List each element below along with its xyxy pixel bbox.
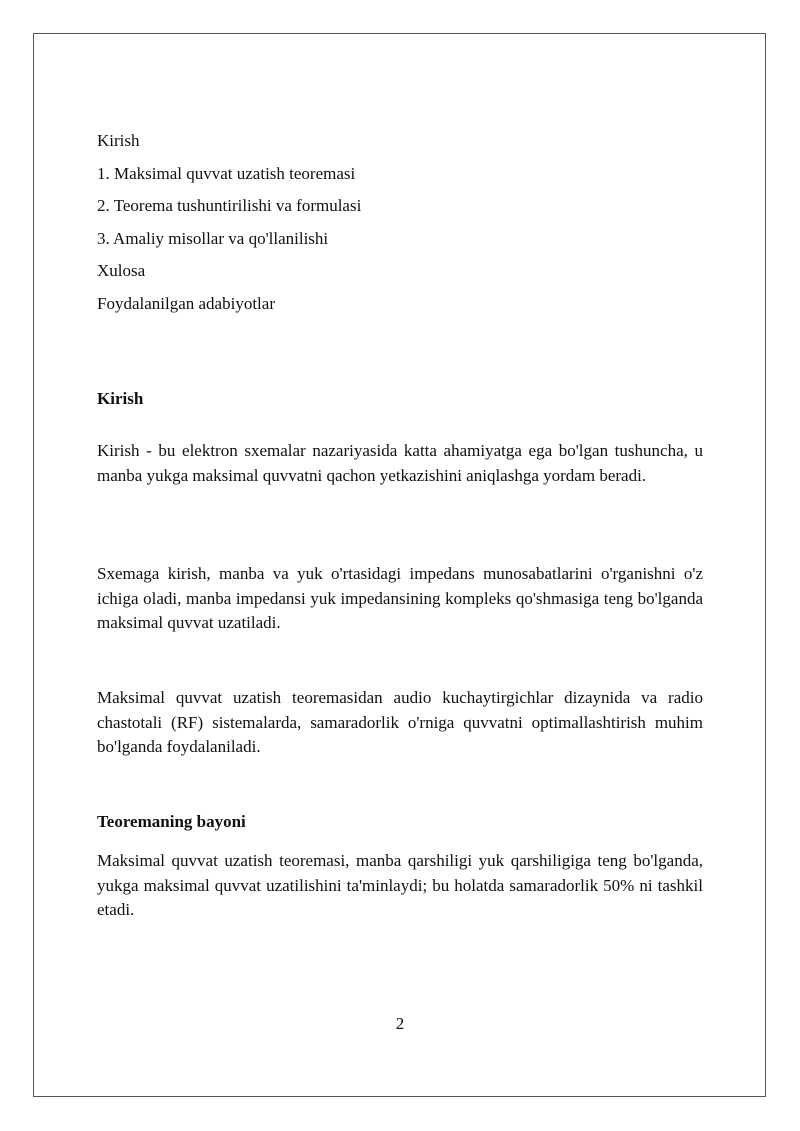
toc-item-3: 3. Amaliy misollar va qo'llanilishi <box>97 228 329 248</box>
page-number: 2 <box>395 1014 405 1033</box>
toc-item-intro: Kirish <box>97 131 140 150</box>
intro-paragraph-1: Kirish - bu elektron sxemalar nazariyasida katta ahamiyatga ega bo'lgan tushuncha, u manba yukga maksimal quvvatni qachon yetkazishini aniqlashga yordam beradi. <box>97 441 703 485</box>
toc-item-1: 1. Maksimal quvvat uzatish teoremasi <box>97 163 356 183</box>
section-heading-theorem: Teoremaning bayoni <box>97 812 246 831</box>
intro-paragraph-2: Sxemaga kirish, manba va yuk o'rtasidagi impedans munosabatlarini o'rganishni o'z ichiga oladi, manba impedansi yuk impedansining kompleks qo'shmasiga teng bo'lganda maksimal quvvat uzatiladi. <box>97 564 703 633</box>
toc-item-references: Foydalanilgan adabiyotlar <box>97 293 275 313</box>
section-heading-intro: Kirish <box>97 389 144 408</box>
toc-item-conclusion: Xulosa <box>97 261 146 281</box>
intro-paragraph-3: Maksimal quvvat uzatish teoremasidan audio kuchaytirgichlar dizaynida va radio chastotali (RF) sistemalarda, samaradorlik o'rniga quvvatni optimallashtirish muhim bo'lganda foydalaniladi. <box>97 688 703 757</box>
table-of-contents <box>97 129 703 325</box>
toc-item-2: 2. Teorema tushuntirilishi va formulasi <box>97 196 362 216</box>
theorem-paragraph: Maksimal quvvat uzatish teoremasi, manba qarshiligi yuk qarshiligiga teng bo'lganda, yukga maksimal quvvat uzatilishini ta'minlaydi; bu holatda samaradorlik 50% ni tashkil etadi. <box>97 851 703 920</box>
